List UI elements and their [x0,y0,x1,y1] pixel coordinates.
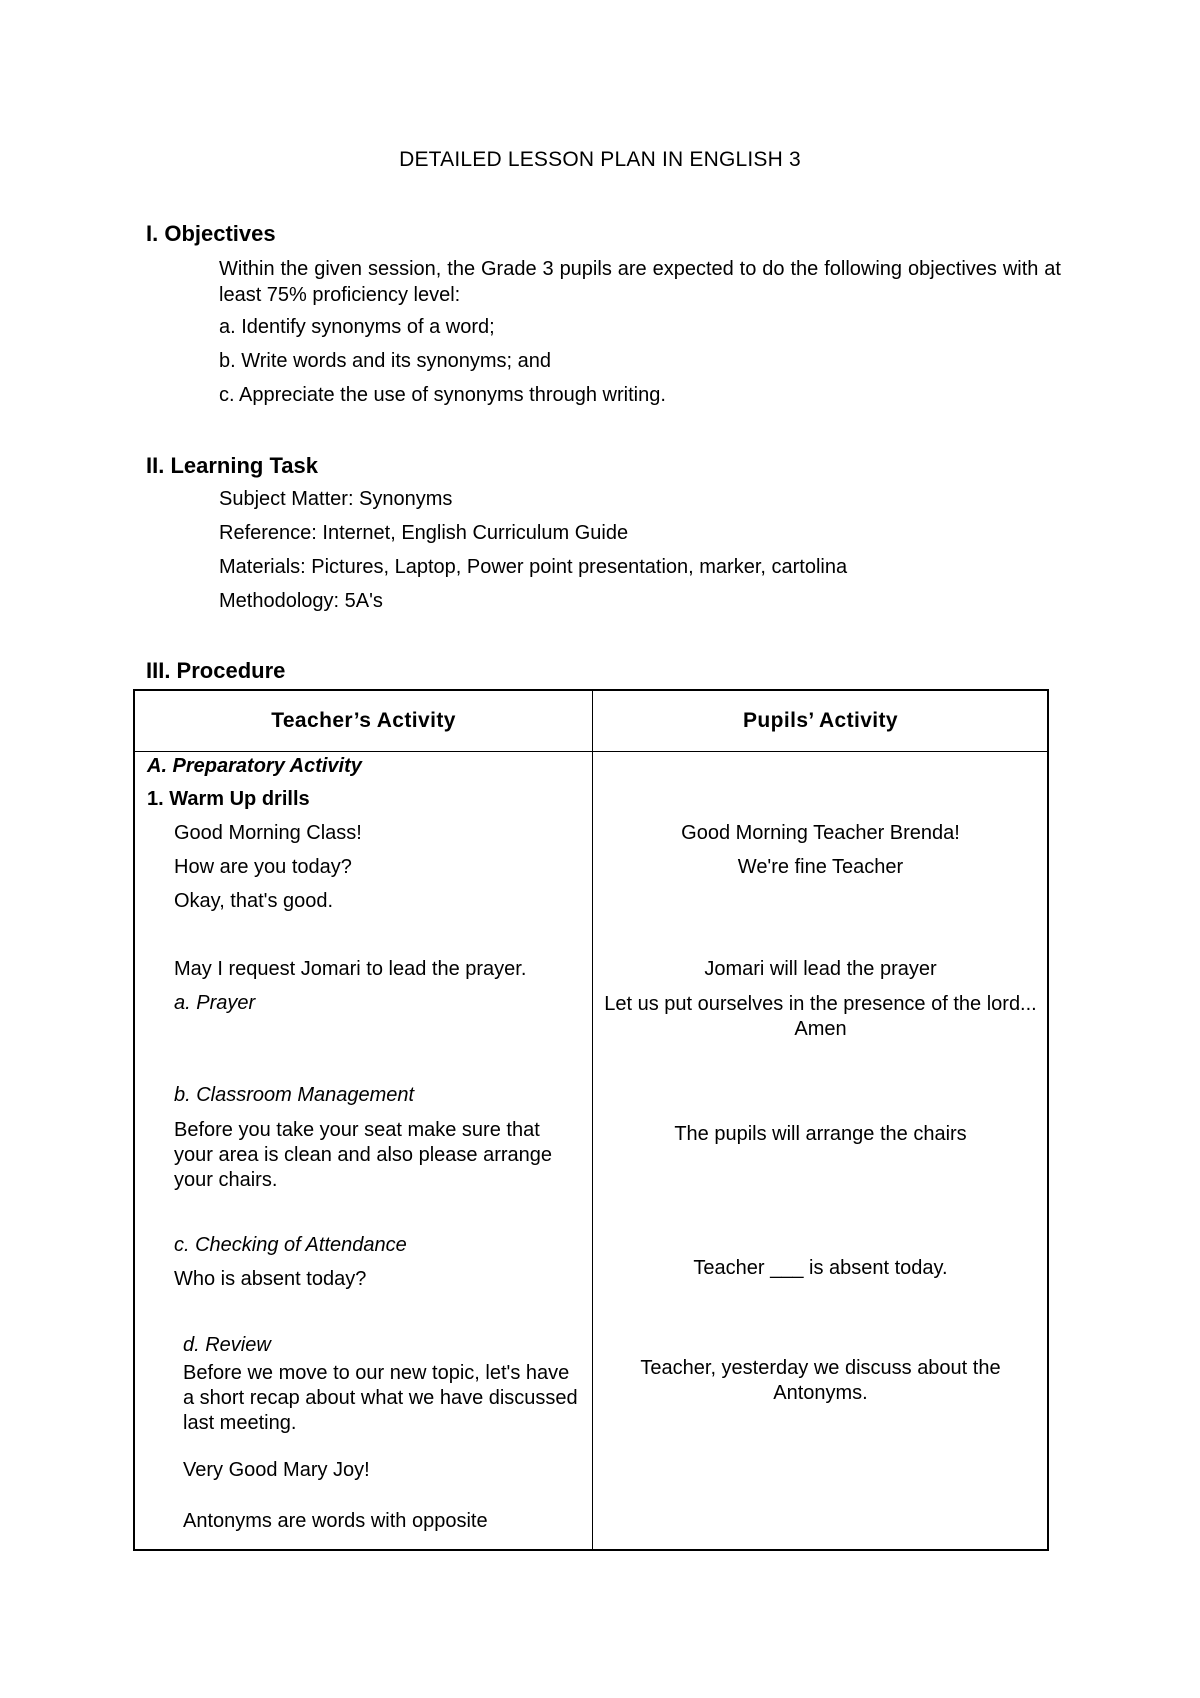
pupils-review-answer: Teacher, yesterday we discuss about the Antonyms. [640,1357,1001,1404]
objectives-heading: I. Objectives [146,221,276,246]
procedure-heading: III. Procedure [146,658,286,683]
materials: Materials: Pictures, Laptop, Power point presentation, marker, cartolina [219,556,848,578]
objective-item-b: b. Write words and its synonyms; and [219,350,551,372]
pupils-activity-header: Pupils’ Activity [743,709,898,732]
teacher-praise: Very Good Mary Joy! [183,1459,370,1481]
attendance-label: c. Checking of Attendance [174,1234,407,1256]
reference: Reference: Internet, English Curriculum Guide [219,522,629,544]
learning-task-heading: II. Learning Task [146,453,318,478]
page-title: DETAILED LESSON PLAN IN ENGLISH 3 [399,148,801,171]
procedure-table [133,689,1049,1551]
methodology: Methodology: 5A's [219,590,383,612]
header-divider [135,751,1047,752]
classroom-management-label: b. Classroom Management [174,1084,415,1106]
pupils-lead-prayer: Jomari will lead the prayer [704,958,937,980]
subject-matter: Subject Matter: Synonyms [219,488,453,510]
teacher-activity-header: Teacher’s Activity [271,709,456,732]
teacher-absent-question: Who is absent today? [174,1268,367,1290]
review-label: d. Review [183,1334,271,1356]
objectives-intro: Within the given session, the Grade 3 pupils are expected to do the following objectives with at least 75% proficiency level: [219,258,1061,306]
classroom-management-text: Before you take your seat make sure that your area is clean and also please arrange your chairs. [174,1119,553,1191]
teacher-prayer-request: May I request Jomari to lead the prayer. [174,958,527,980]
teacher-okay: Okay, that's good. [174,890,334,912]
warm-up-label: 1. Warm Up drills [147,788,310,810]
preparatory-activity-label: A. Preparatory Activity [147,755,362,777]
objective-item-c: c. Appreciate the use of synonyms through writing. [219,384,666,406]
review-text: Before we move to our new topic, let's have a short recap about what we have discussed last meeting. [183,1362,578,1434]
prayer-label: a. Prayer [174,992,256,1014]
teacher-greeting: Good Morning Class! [174,822,362,844]
antonyms-definition: Antonyms are words with opposite [183,1510,488,1532]
pupils-absent-answer: Teacher ___ is absent today. [693,1257,948,1279]
objective-item-a: a. Identify synonyms of a word; [219,316,495,338]
teacher-how-are-you: How are you today? [174,856,352,878]
pupils-greeting: Good Morning Teacher Brenda! [681,822,960,844]
pupils-arrange-chairs: The pupils will arrange the chairs [674,1123,967,1145]
pupils-prayer-text: Let us put ourselves in the presence of the lord... Amen [604,993,1037,1040]
column-divider [592,691,593,1549]
pupils-fine: We're fine Teacher [737,856,904,878]
